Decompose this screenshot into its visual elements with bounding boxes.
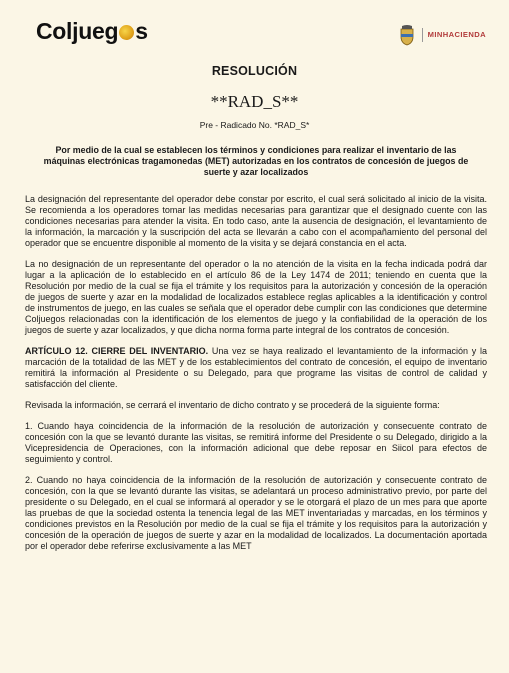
- document-title: RESOLUCIÓN: [211, 64, 298, 78]
- letterhead: [36, 18, 486, 52]
- minhacienda-label: MINHACIENDA: [422, 28, 486, 42]
- pre-radicado-line: Pre - Radicado No. *RAD_S*: [199, 120, 310, 130]
- coljuegos-logo-text: Coljueg: [36, 18, 119, 44]
- list-item: 2. Cuando no haya coincidencia de la información de la resolución de autorización y consecuente contrato de concesión, con la que se levantó durante las visitas, se adelantará un proceso administrativo previo, por parte del presidente o su Delegado, en el cual se informará al operador y se le otorgará el plazo de un mes para que aporte las pruebas de que la sociedad ostenta la tenencia legal de las MET inventariadas y marcadas, en los términos y condiciones previstos en la Resolución por medio de la cual se fija el trámite y los requisitos para la autorización y concesión de la operación de juegos de suerte y azar en la modalidad de localizados. La documentación aportada por el operador debe referirse exclusivamente a las MET: [25, 475, 487, 551]
- article-text: Una vez se haya realizado el levantamiento de la información y la marcación de la totalidad de las MET y de los establecimientos del contrato de concesión, el equipo de inventario remitirá la información al Presidente o su Delegado, para que programe las visitas de control de calidad y satisfacción del cliente.: [25, 346, 487, 389]
- minhacienda-logo: [398, 22, 486, 48]
- radicado-placeholder: **RAD_S**: [210, 92, 299, 111]
- resolution-subject: Por medio de la cual se establecen los términos y condiciones para realizar el inventario de las máquinas electrónicas tragamonedas (MET) autorizadas en los contratos de concesión de juegos de suerte y azar localizados: [43, 145, 469, 177]
- paragraph: La designación del representante del operador debe constar por escrito, el cual será solicitado al inicio de la visita. Se recomienda a los operadores tomar las medidas necesarias para garantizar que el designado cuente con las condiciones necesarias para atender la visita. En todo caso, ante la ausencia de designación, el levantamiento de la información, la marcación y la suscripción del acta se llevarán a cabo con el acompañamiento del personal del operador que se encuentre disponible al momento de la visita y se dejará constancia en el acta.: [25, 194, 487, 248]
- coljuegos-logo: Coljueg s: [36, 18, 148, 44]
- paragraph: Revisada la información, se cerrará el inventario de dicho contrato y se procederá de la siguiente forma:: [25, 400, 440, 410]
- coin-icon: [119, 25, 134, 40]
- article-heading: ARTÍCULO 12. CIERRE DEL INVENTARIO.: [25, 346, 209, 356]
- coat-of-arms-icon: [398, 24, 416, 46]
- list-item: 1. Cuando haya coincidencia de la información de la resolución de autorización y consecuente contrato de concesión con la que se levantó durante las visitas, se remitirá informe del Presidente o su Delegado, dirigido a la Vicepresidencia de Operaciones, con la información adicional que debe reposar en Siicol para efectos de seguimiento y control.: [25, 421, 487, 464]
- paragraph: La no designación de un representante del operador o la no atención de la visita en la fecha indicada podrá dar lugar a la aplicación de lo establecido en el artículo 86 de la Ley 1474 de 2011; teniendo en cuenta que la Resolución por medio de la cual se fija el trámite y los requisitos para la autorización y concesión de la operación de juegos de suerte y azar en la modalidad de localizados establece reglas aplicables a la identificación y control de instrumentos de juego, en las cuales se señala que el operador debe cumplir con las condiciones que determine Coljuegos relacionadas con la identificación de los elementos de juego y la confiabilidad de la operación de los juegos de suerte y azar localizados, y que dicha norma forma parte integral de los contratos de concesión.: [25, 259, 487, 335]
- document-body: [25, 194, 487, 562]
- article-paragraph: [25, 346, 487, 390]
